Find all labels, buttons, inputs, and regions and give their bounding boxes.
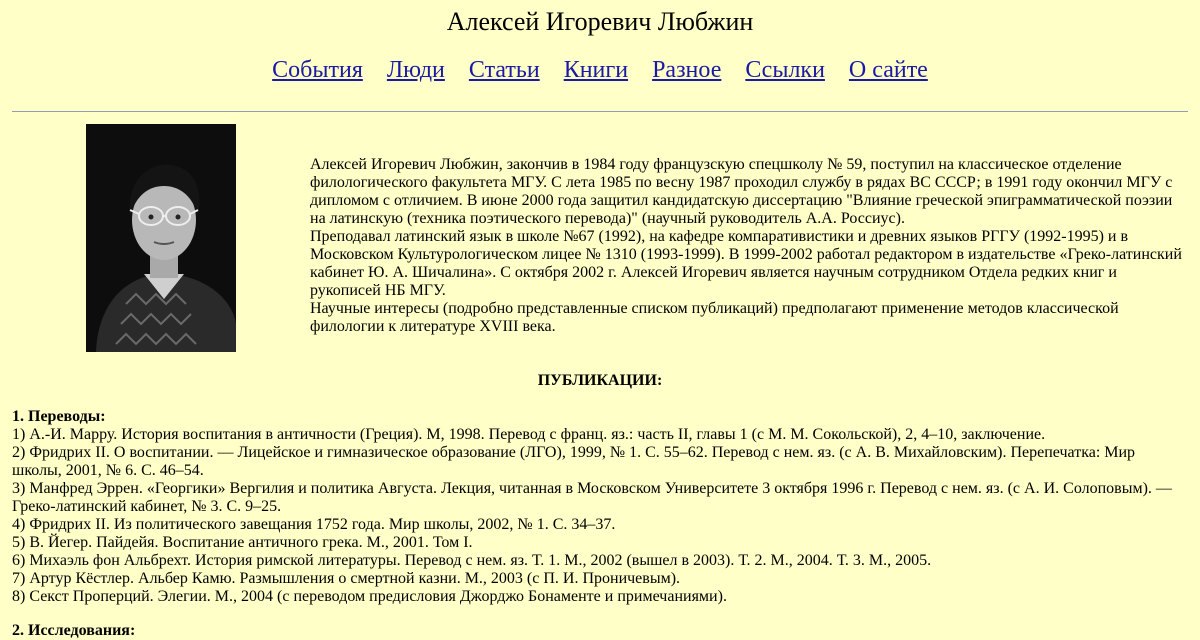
- nav-link-about[interactable]: О сайте: [848, 57, 928, 83]
- bio-paragraph: Научные интересы (подробно представленные списком публикаций) предполагают применение методов классической филологии к литературе XVIII века.: [310, 300, 1119, 335]
- publication-item: 3) Манфред Эррен. «Георгики» Вергилия и политика Августа. Лекция, читанная в Московском Университете 3 октября 1996 г. Перевод с нем. яз. (с А. И. Солоповым). — Греко-латинский кабинет, № 3. С. 9–25.: [12, 480, 1172, 515]
- main-nav: [0, 55, 1200, 85]
- nav-link-people[interactable]: Люди: [386, 57, 445, 83]
- nav-link-misc[interactable]: Разное: [652, 57, 722, 83]
- biography-text: [310, 156, 1188, 336]
- publication-item: 2) Фридрих II. О воспитании. — Лицейское и гимназическое образование (ЛГО), 1999, № 1. С. 55–62. Перевод с нем. яз. (с А. В. Михайловским). Перепечатка: Мир школы, 2001, № 6. С. 46–54.: [12, 444, 1136, 479]
- research-section-title: 2. Исследования:: [12, 622, 136, 639]
- bio-paragraph: Преподавал латинский язык в школе №67 (1992), на кафедре компаративистики и древних языков РГГУ (1992-1995) и в Московском Культурологическом лицее № 1310 (1993-1999). В 1999-2002 работал редактором в издательстве «Греко-латинский кабинет Ю. А. Шичалина». С октября 2002 г. Алексей Игоревич является научным сотрудником Отдела редких книг и рукописей НБ МГУ.: [310, 228, 1182, 299]
- nav-link-links[interactable]: Ссылки: [745, 57, 825, 83]
- nav-link-events[interactable]: События: [272, 57, 363, 83]
- publications-list: [12, 408, 1188, 606]
- publication-item: 4) Фридрих II. Из политического завещания 1752 года. Мир школы, 2002, № 1. С. 34–37.: [12, 516, 616, 533]
- nav-link-books[interactable]: Книги: [563, 57, 629, 83]
- page-title: Алексей Игоревич Любжин: [446, 7, 754, 36]
- publication-item: 5) В. Йегер. Пайдейя. Воспитание античного грека. М., 2001. Том I.: [12, 534, 473, 551]
- publications-heading: ПУБЛИКАЦИИ:: [537, 372, 663, 389]
- author-portrait-photo: [86, 124, 236, 352]
- publication-item: 1) А.-И. Марру. История воспитания в античности (Греция). М, 1998. Перевод с франц. яз.: часть II, главы 1 (с М. М. Сокольской), 2, 4–10, заключение.: [12, 426, 1046, 443]
- nav-link-articles[interactable]: Статьи: [468, 57, 540, 83]
- horizontal-divider: [12, 111, 1188, 112]
- portrait-illustration: [86, 124, 236, 352]
- publication-item: 6) Михаэль фон Альбрехт. История римской литературы. Перевод с нем. яз. Т. 1. М., 2002 (вышел в 2003). Т. 2. М., 2004. Т. 3. М., 2005.: [12, 552, 932, 569]
- publication-item: 8) Секст Проперций. Элегии. М., 2004 (с переводом предисловия Джорджо Бонаменте и примечаниями).: [12, 588, 727, 605]
- publication-item: 7) Артур Кёстлер. Альбер Камю. Размышления о смертной казни. М., 2003 (с П. И. Проничевым).: [12, 570, 681, 587]
- bio-paragraph: Алексей Игоревич Любжин, закончив в 1984 году французскую спецшколу № 59, поступил на классическое отделение филологического факультета МГУ. С лета 1985 по весну 1987 проходил службу в рядах ВС СССР; в 1991 году окончил МГУ с дипломом с отличием. В июне 2000 года защитил кандидатскую диссертацию "Влияние греческой эпиграмматической поэзии на латинскую (техника поэтического перевода)" (научный руководитель А.А. Россиус).: [310, 156, 1173, 227]
- translations-section-title: 1. Переводы:: [12, 408, 106, 425]
